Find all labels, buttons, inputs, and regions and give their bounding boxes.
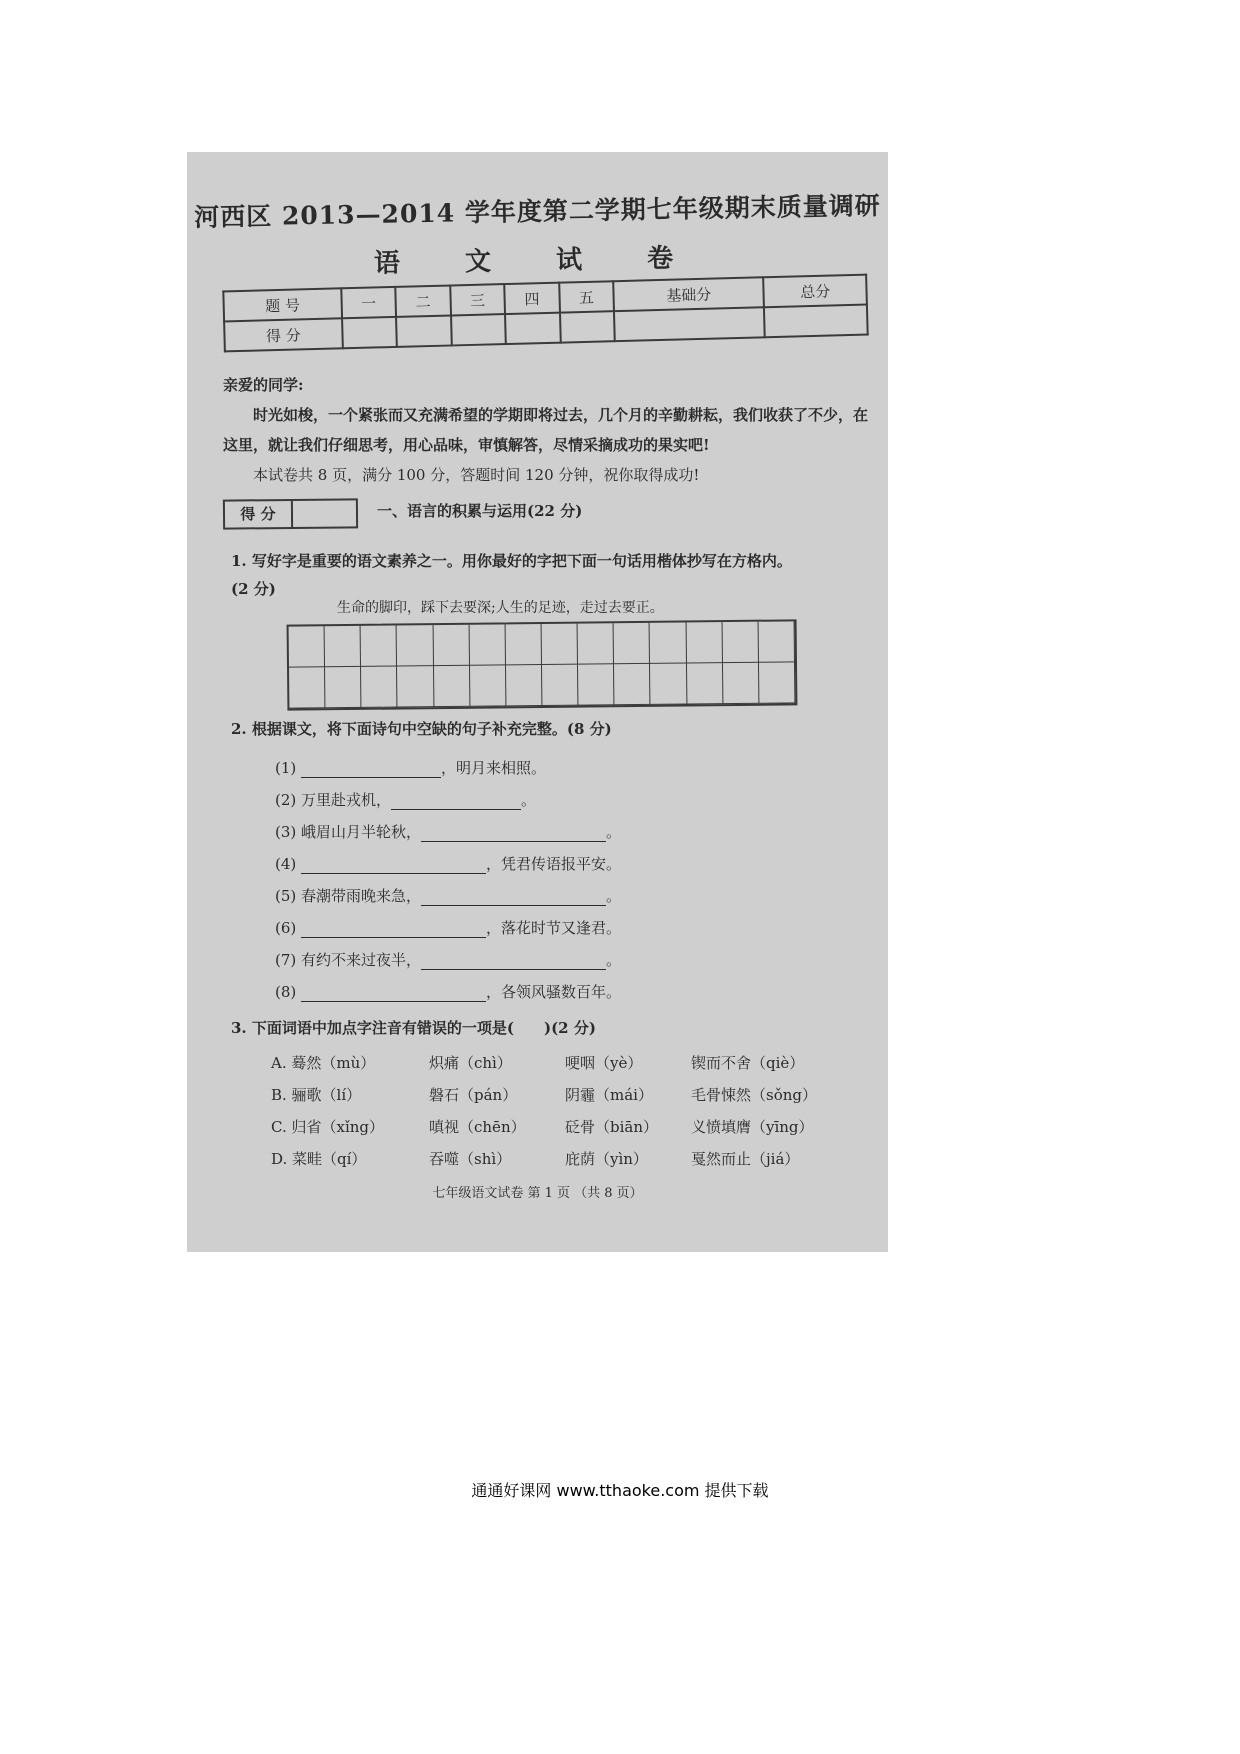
fill-item-before: 峨眉山月半轮秋， bbox=[301, 823, 422, 841]
grid-cell bbox=[650, 622, 687, 663]
grid-cell bbox=[686, 622, 723, 663]
score-header-cell: 总分 bbox=[764, 275, 867, 308]
grid-cell bbox=[614, 623, 651, 664]
page-footer: 七年级语文试卷 第 1 页 （共 8 页） bbox=[432, 1186, 643, 1201]
question-3-text: 3. 下面词语中加点字注音有错误的一项是( )(2 分) bbox=[231, 1019, 596, 1037]
score-header-cell: 四 bbox=[504, 283, 559, 314]
section-score-label: 得 分 bbox=[225, 501, 293, 528]
answer-blank[interactable] bbox=[391, 791, 521, 810]
score-table bbox=[222, 274, 868, 353]
greeting: 亲爱的同学: bbox=[223, 376, 304, 394]
writing-grid bbox=[287, 619, 798, 710]
fill-item-after: 。 bbox=[606, 823, 622, 841]
fill-item-number: (3) bbox=[275, 823, 297, 841]
grid-cell bbox=[650, 663, 687, 704]
grid-cell bbox=[759, 662, 796, 703]
score-cell bbox=[764, 305, 867, 338]
score-cell bbox=[396, 315, 451, 346]
grid-cell bbox=[505, 624, 542, 665]
fill-item-number: (8) bbox=[275, 983, 297, 1001]
grid-cell bbox=[325, 667, 362, 708]
grid-cell bbox=[614, 664, 651, 705]
fill-item-number: (1) bbox=[275, 759, 297, 777]
grid-cell bbox=[361, 626, 398, 667]
option-item: 毛骨悚然（sǒng） bbox=[691, 1086, 817, 1104]
grid-cell bbox=[506, 665, 543, 706]
answer-blank[interactable] bbox=[421, 887, 606, 906]
fill-item-number: (6) bbox=[275, 919, 297, 937]
grid-cell bbox=[542, 624, 579, 665]
exam-subtitle: 语 文 试 卷 bbox=[373, 243, 702, 279]
fill-item bbox=[275, 789, 536, 810]
fill-item-after: ，明月来相照。 bbox=[441, 759, 547, 777]
grid-cell bbox=[469, 624, 506, 665]
question-1-points: (2 分) bbox=[231, 580, 276, 598]
grid-cell bbox=[470, 665, 507, 706]
grid-cell bbox=[289, 626, 326, 667]
grid-cell bbox=[434, 666, 471, 707]
answer-blank[interactable] bbox=[421, 951, 606, 970]
fill-item-after: ，落花时节又逢君。 bbox=[486, 919, 622, 937]
option-item: 砭骨（biān） bbox=[565, 1118, 659, 1136]
section-title: 一、语言的积累与运用(22 分) bbox=[377, 502, 583, 520]
grid-cell bbox=[687, 663, 724, 704]
grid-cell bbox=[325, 626, 362, 667]
option-item: 阴霾（mái） bbox=[565, 1086, 653, 1104]
fill-item bbox=[275, 917, 621, 938]
option-item: 戛然而止（jiá） bbox=[691, 1150, 800, 1168]
score-header-cell: 题 号 bbox=[223, 288, 341, 321]
grid-cell bbox=[361, 667, 398, 708]
fill-item-after: ，各领风骚数百年。 bbox=[486, 983, 622, 1001]
fill-item-after: 。 bbox=[606, 951, 622, 969]
score-cell bbox=[342, 317, 397, 348]
section-score-box bbox=[223, 498, 358, 529]
question-1 bbox=[231, 547, 874, 603]
fill-item-number: (7) bbox=[275, 951, 297, 969]
score-header-cell: 三 bbox=[450, 284, 505, 315]
fill-item-before: 万里赴戎机， bbox=[301, 791, 392, 809]
grid-cell bbox=[722, 622, 759, 663]
fill-item bbox=[275, 757, 546, 778]
answer-blank[interactable] bbox=[301, 855, 486, 874]
score-row-label: 得 分 bbox=[224, 318, 342, 351]
option-item: B. 骊歌（lí） bbox=[271, 1086, 362, 1104]
fill-item-before: 春潮带雨晚来急， bbox=[301, 887, 422, 905]
option-item: A. 蓦然（mù） bbox=[271, 1054, 376, 1072]
grid-cell bbox=[289, 667, 326, 708]
fill-item bbox=[275, 885, 621, 906]
answer-blank[interactable] bbox=[301, 983, 486, 1002]
question-1-text: 1. 写好字是重要的语文素养之一。用你最好的字把下面一句话用楷体抄写在方格内。 bbox=[231, 552, 792, 570]
option-item: C. 归省（xǐng） bbox=[271, 1118, 384, 1136]
fill-item bbox=[275, 821, 621, 842]
score-header-cell: 二 bbox=[395, 285, 450, 316]
grid-cell bbox=[397, 625, 434, 666]
option-item: 磐石（pán） bbox=[429, 1086, 518, 1104]
fill-item-number: (2) bbox=[275, 791, 297, 809]
fill-item-after: ，凭君传语报平安。 bbox=[486, 855, 622, 873]
question-2-text: 2. 根据课文，将下面诗句中空缺的句子补充完整。(8 分) bbox=[231, 720, 612, 738]
fill-item-after: 。 bbox=[521, 791, 537, 809]
score-cell bbox=[560, 311, 615, 342]
fill-item-before: 有约不来过夜半， bbox=[301, 951, 422, 969]
intro-block bbox=[223, 370, 868, 490]
site-footer: 通通好课网 www.tthaoke.com 提供下载 bbox=[471, 1481, 769, 1500]
grid-cell bbox=[578, 664, 615, 705]
option-item: 炽痛（chì） bbox=[429, 1054, 512, 1072]
answer-blank[interactable] bbox=[301, 759, 441, 778]
grid-cell bbox=[542, 665, 579, 706]
fill-item-number: (4) bbox=[275, 855, 297, 873]
intro-paragraph: 时光如梭，一个紧张而又充满希望的学期即将过去，几个月的辛勤耕耘，我们收获了不少，在这里，就让我们仔细思考，用心品味，审慎解答，尽情采摘成功的果实吧! bbox=[223, 406, 869, 454]
option-item: 嗔视（chēn） bbox=[429, 1118, 526, 1136]
scanned-exam-photo bbox=[187, 152, 888, 1252]
fill-item bbox=[275, 981, 621, 1002]
grid-cell bbox=[578, 623, 615, 664]
fill-item bbox=[275, 853, 621, 874]
fill-item-number: (5) bbox=[275, 887, 297, 905]
grid-cell bbox=[758, 621, 795, 662]
option-item: 锲而不舍（qiè） bbox=[691, 1054, 805, 1072]
option-item: 庇荫（yìn） bbox=[565, 1150, 648, 1168]
score-header-cell: 基础分 bbox=[613, 277, 764, 311]
score-header-cell: 一 bbox=[341, 287, 396, 318]
score-cell bbox=[614, 307, 765, 341]
fill-item-after: 。 bbox=[606, 887, 622, 905]
grid-cell bbox=[433, 625, 470, 666]
answer-blank[interactable] bbox=[301, 919, 486, 938]
score-cell bbox=[505, 313, 560, 344]
option-item: 哽咽（yè） bbox=[565, 1054, 643, 1072]
answer-blank[interactable] bbox=[421, 823, 606, 842]
score-cell bbox=[451, 314, 506, 345]
grid-cell bbox=[723, 663, 760, 704]
fill-item bbox=[275, 949, 621, 970]
exam-note: 本试卷共 8 页，满分 100 分，答题时间 120 分钟，祝你取得成功! bbox=[253, 466, 700, 484]
exam-title: 河西区 2013—2014 学年度第二学期七年级期末质量调研 bbox=[194, 191, 882, 232]
option-item: 义愤填膺（yīng） bbox=[691, 1118, 814, 1136]
option-item: D. 菜畦（qí） bbox=[271, 1150, 367, 1168]
option-item: 吞噬（shì） bbox=[429, 1150, 512, 1168]
model-sentence: 生命的脚印，踩下去要深;人生的足迹，走过去要正。 bbox=[337, 600, 664, 616]
score-header-cell: 五 bbox=[559, 281, 614, 312]
grid-cell bbox=[397, 666, 434, 707]
